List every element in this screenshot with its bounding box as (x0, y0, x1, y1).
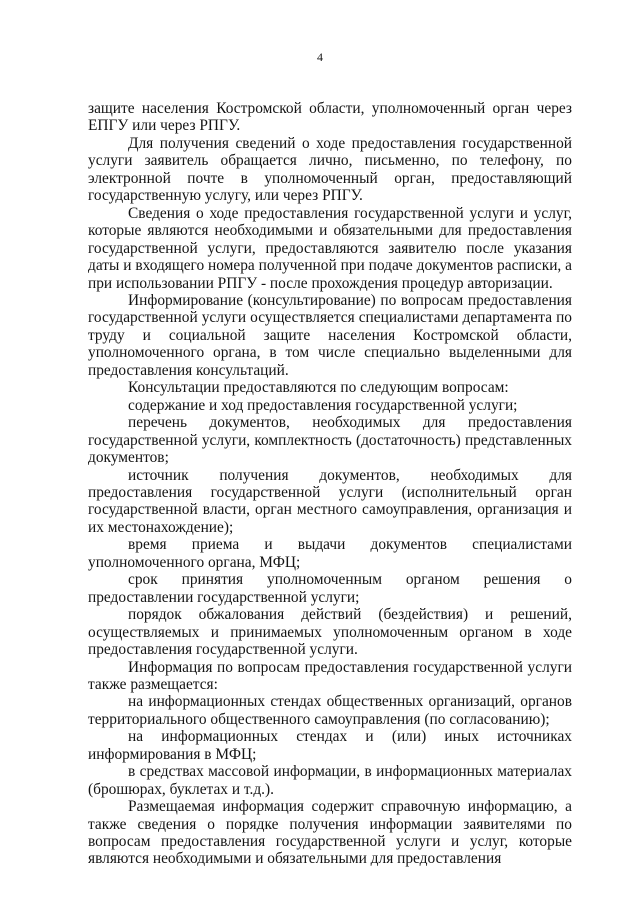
page-number: 4 (317, 50, 323, 64)
list-item: в средствах массовой информации, в информационных материалах (брошюрах, буклетах и т.д.). (88, 763, 572, 798)
paragraph: Консультации предоставляются по следующим вопросам: (128, 379, 509, 397)
paragraph: Размещаемая информация содержит справочную информацию, а также сведения о порядке получения информации заявителями по вопросам предоставления государственной услуги и услуг, которые являются необходимыми и обязательными для предоставления (88, 798, 572, 868)
list-item: содержание и ход предоставления государственной услуги; (128, 396, 518, 414)
list-item: срок принятия уполномоченным органом решения о предоставлении государственной услуги; (88, 571, 572, 606)
list-item: время приема и выдачи документов специалистами уполномоченного органа, МФЦ; (88, 536, 572, 571)
list-item: на информационных стендах и (или) иных источниках информирования в МФЦ; (88, 728, 572, 763)
list-item: на информационных стендах общественных организаций, органов территориального общественного самоуправления (по согласованию); (88, 693, 572, 728)
paragraph-continuation: защите населения Костромской области, уполномоченный орган через ЕПГУ или через РПГУ. (88, 100, 572, 135)
paragraph: Информация по вопросам предоставления государственной услуги также размещается: (88, 658, 572, 693)
paragraph: Для получения сведений о ходе предоставления государственной услуги заявитель обращается лично, письменно, по телефону, по электронной почте в уполномоченный орган, предоставляющий государственную услугу, или через РПГУ. (88, 134, 572, 205)
list-item: порядок обжалования действий (бездействия) и решений, осуществляемых и принимаемых уполномоченным органом в ходе предоставления государственной услуги. (88, 606, 572, 659)
paragraph: Информирование (консультирование) по вопросам предоставления государственной услуги осуществляется специалистами департамента по труду и социальной защите населения Костромской области, уполномоченного органа, в том числе специально выделенными для предоставления консультаций. (88, 291, 572, 379)
list-item: перечень документов, необходимых для предоставления государственной услуги, комплектность (достаточность) представленных документов; (88, 414, 572, 467)
list-item: источник получения документов, необходимых для предоставления государственной услуги (исполнительный орган государственной власти, орган местного самоуправления, организация и их местонахождение); (88, 466, 572, 536)
document-body (88, 100, 572, 868)
paragraph: Сведения о ходе предоставления государственной услуги и услуг, которые являются необходимыми и обязательными для предоставления государственной услуги, предоставляются заявителю после указания даты и входящего номера полученной при подаче документов расписки, а при использовании РПГУ - после прохождения процедур авторизации. (88, 204, 572, 292)
